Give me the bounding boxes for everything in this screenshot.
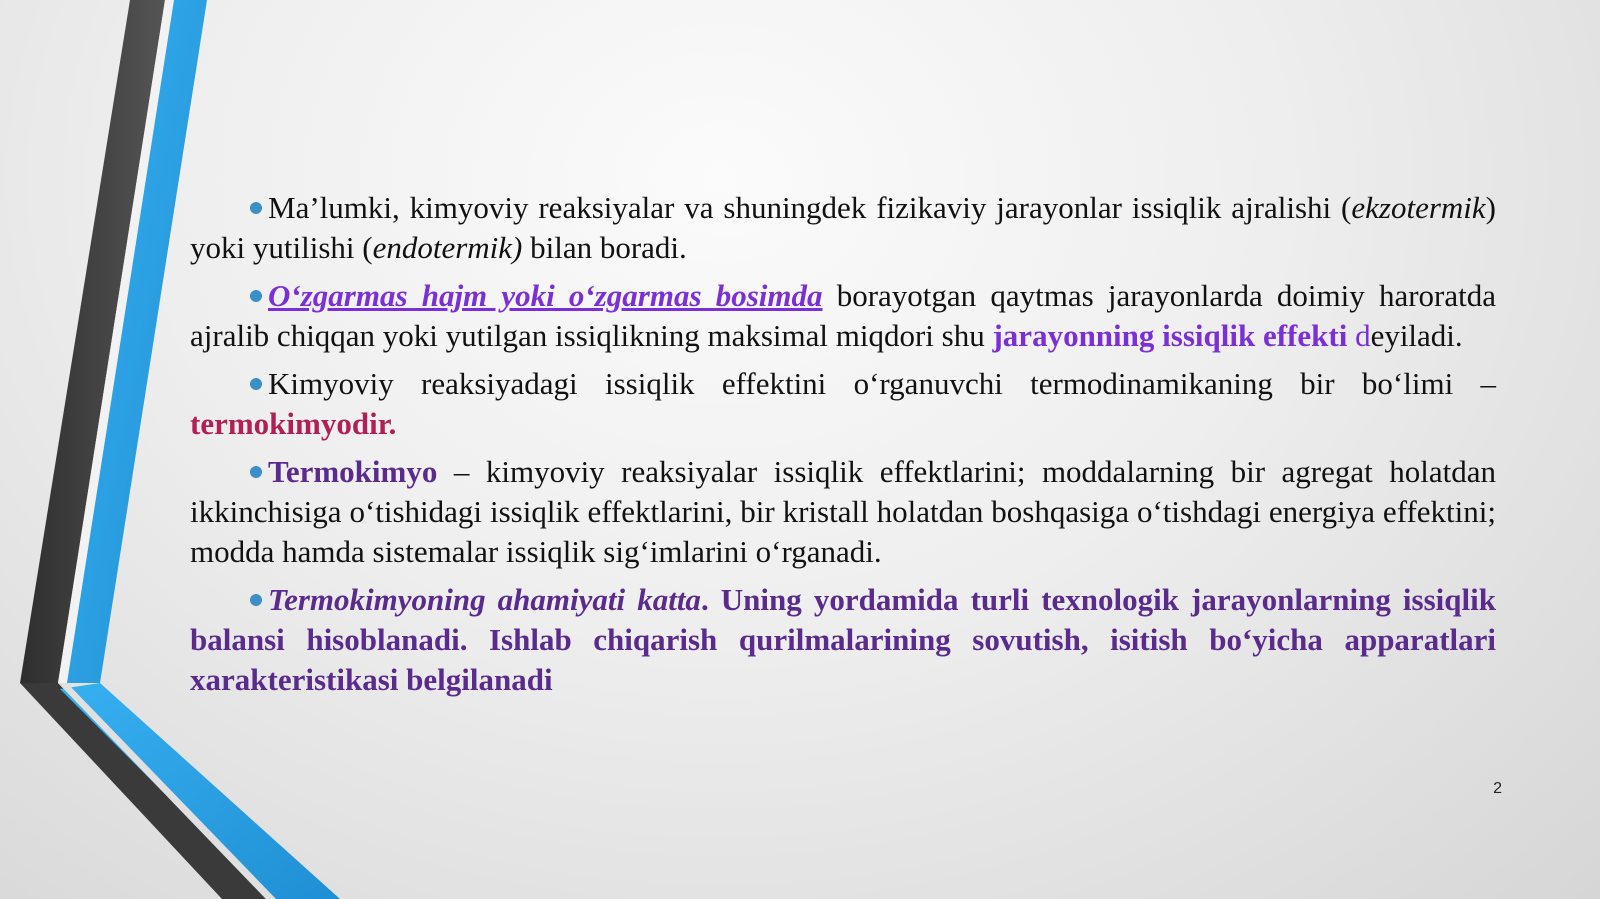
paragraph-4-text: – kimyoviy reaksiyalar issiqlik effektlarini; moddalarning bir agregat holatdan ikkinchisiga o‘tishidagi issiqlik effektlarini, bir kristall holatdan boshqasiga o‘tishdagi energiya effektini; modda hamda sistemalar issiqlik sig‘imlarini o‘rganadi. xyxy=(190,454,1496,569)
bullet-icon xyxy=(250,378,262,390)
paragraph-2 xyxy=(190,276,1496,356)
lower-sliver xyxy=(58,683,276,899)
dark-stripe-lower xyxy=(20,683,266,899)
paragraph-3-text: Kimyoviy reaksiyadagi issiqlik effektini o‘rganuvchi termodinamikaning bir bo‘limi – xyxy=(268,366,1496,401)
paragraph-2-text: borayotgan qaytmas jarayonlarda doimiy haroratda ajralib chiqqan yoki yutilgan issiqlikning maksimal miqdori shu xyxy=(190,278,1496,353)
paragraph-2-colored-letter: d xyxy=(1347,318,1371,353)
bullet-icon xyxy=(250,594,262,606)
paragraph-1-text-2: ) yoki yutilishi ( xyxy=(190,190,1496,265)
paragraph-1-text: Ma’lumki, kimyoviy reaksiyalar va shuningdek fizikaviy jarayonlar issiqlik ajralishi ( xyxy=(268,190,1352,225)
bullet-icon xyxy=(250,202,262,214)
paragraph-5-text: . Uning yordamida turli texnologik jarayonlarning issiqlik balansi hisoblanadi. Ishlab chiqarish qurilmalarining sovutish, isitish bo‘yicha apparatlari xarakteristikasi belgilanadi xyxy=(190,582,1496,697)
paragraph-3 xyxy=(190,364,1496,444)
paragraph-5 xyxy=(190,580,1496,700)
term-issiqlik-effekti: jarayonning issiqlik effekti xyxy=(992,318,1348,353)
hyperlink-ozgarmas-hajm[interactable]: O‘zgarmas hajm yoki o‘zgarmas bosimda xyxy=(268,278,823,313)
slide-body xyxy=(190,188,1496,708)
term-endotermik: endotermik) xyxy=(372,230,523,265)
term-termokimyodir: termokimyodir. xyxy=(190,406,397,441)
page-number: 2 xyxy=(1493,780,1502,797)
term-ekzotermik: ekzotermik xyxy=(1351,190,1486,225)
bullet-icon xyxy=(250,290,262,302)
paragraph-1-text-3: bilan boradi. xyxy=(522,230,687,265)
paragraph-4 xyxy=(190,452,1496,572)
term-termokimyo: Termokimyo xyxy=(268,454,438,489)
bullet-icon xyxy=(250,466,262,478)
paragraph-5-italic-lead: Termokimyoning ahamiyati katta xyxy=(268,582,701,617)
paragraph-1 xyxy=(190,188,1496,268)
paragraph-2-text-2: eyiladi. xyxy=(1370,318,1463,353)
